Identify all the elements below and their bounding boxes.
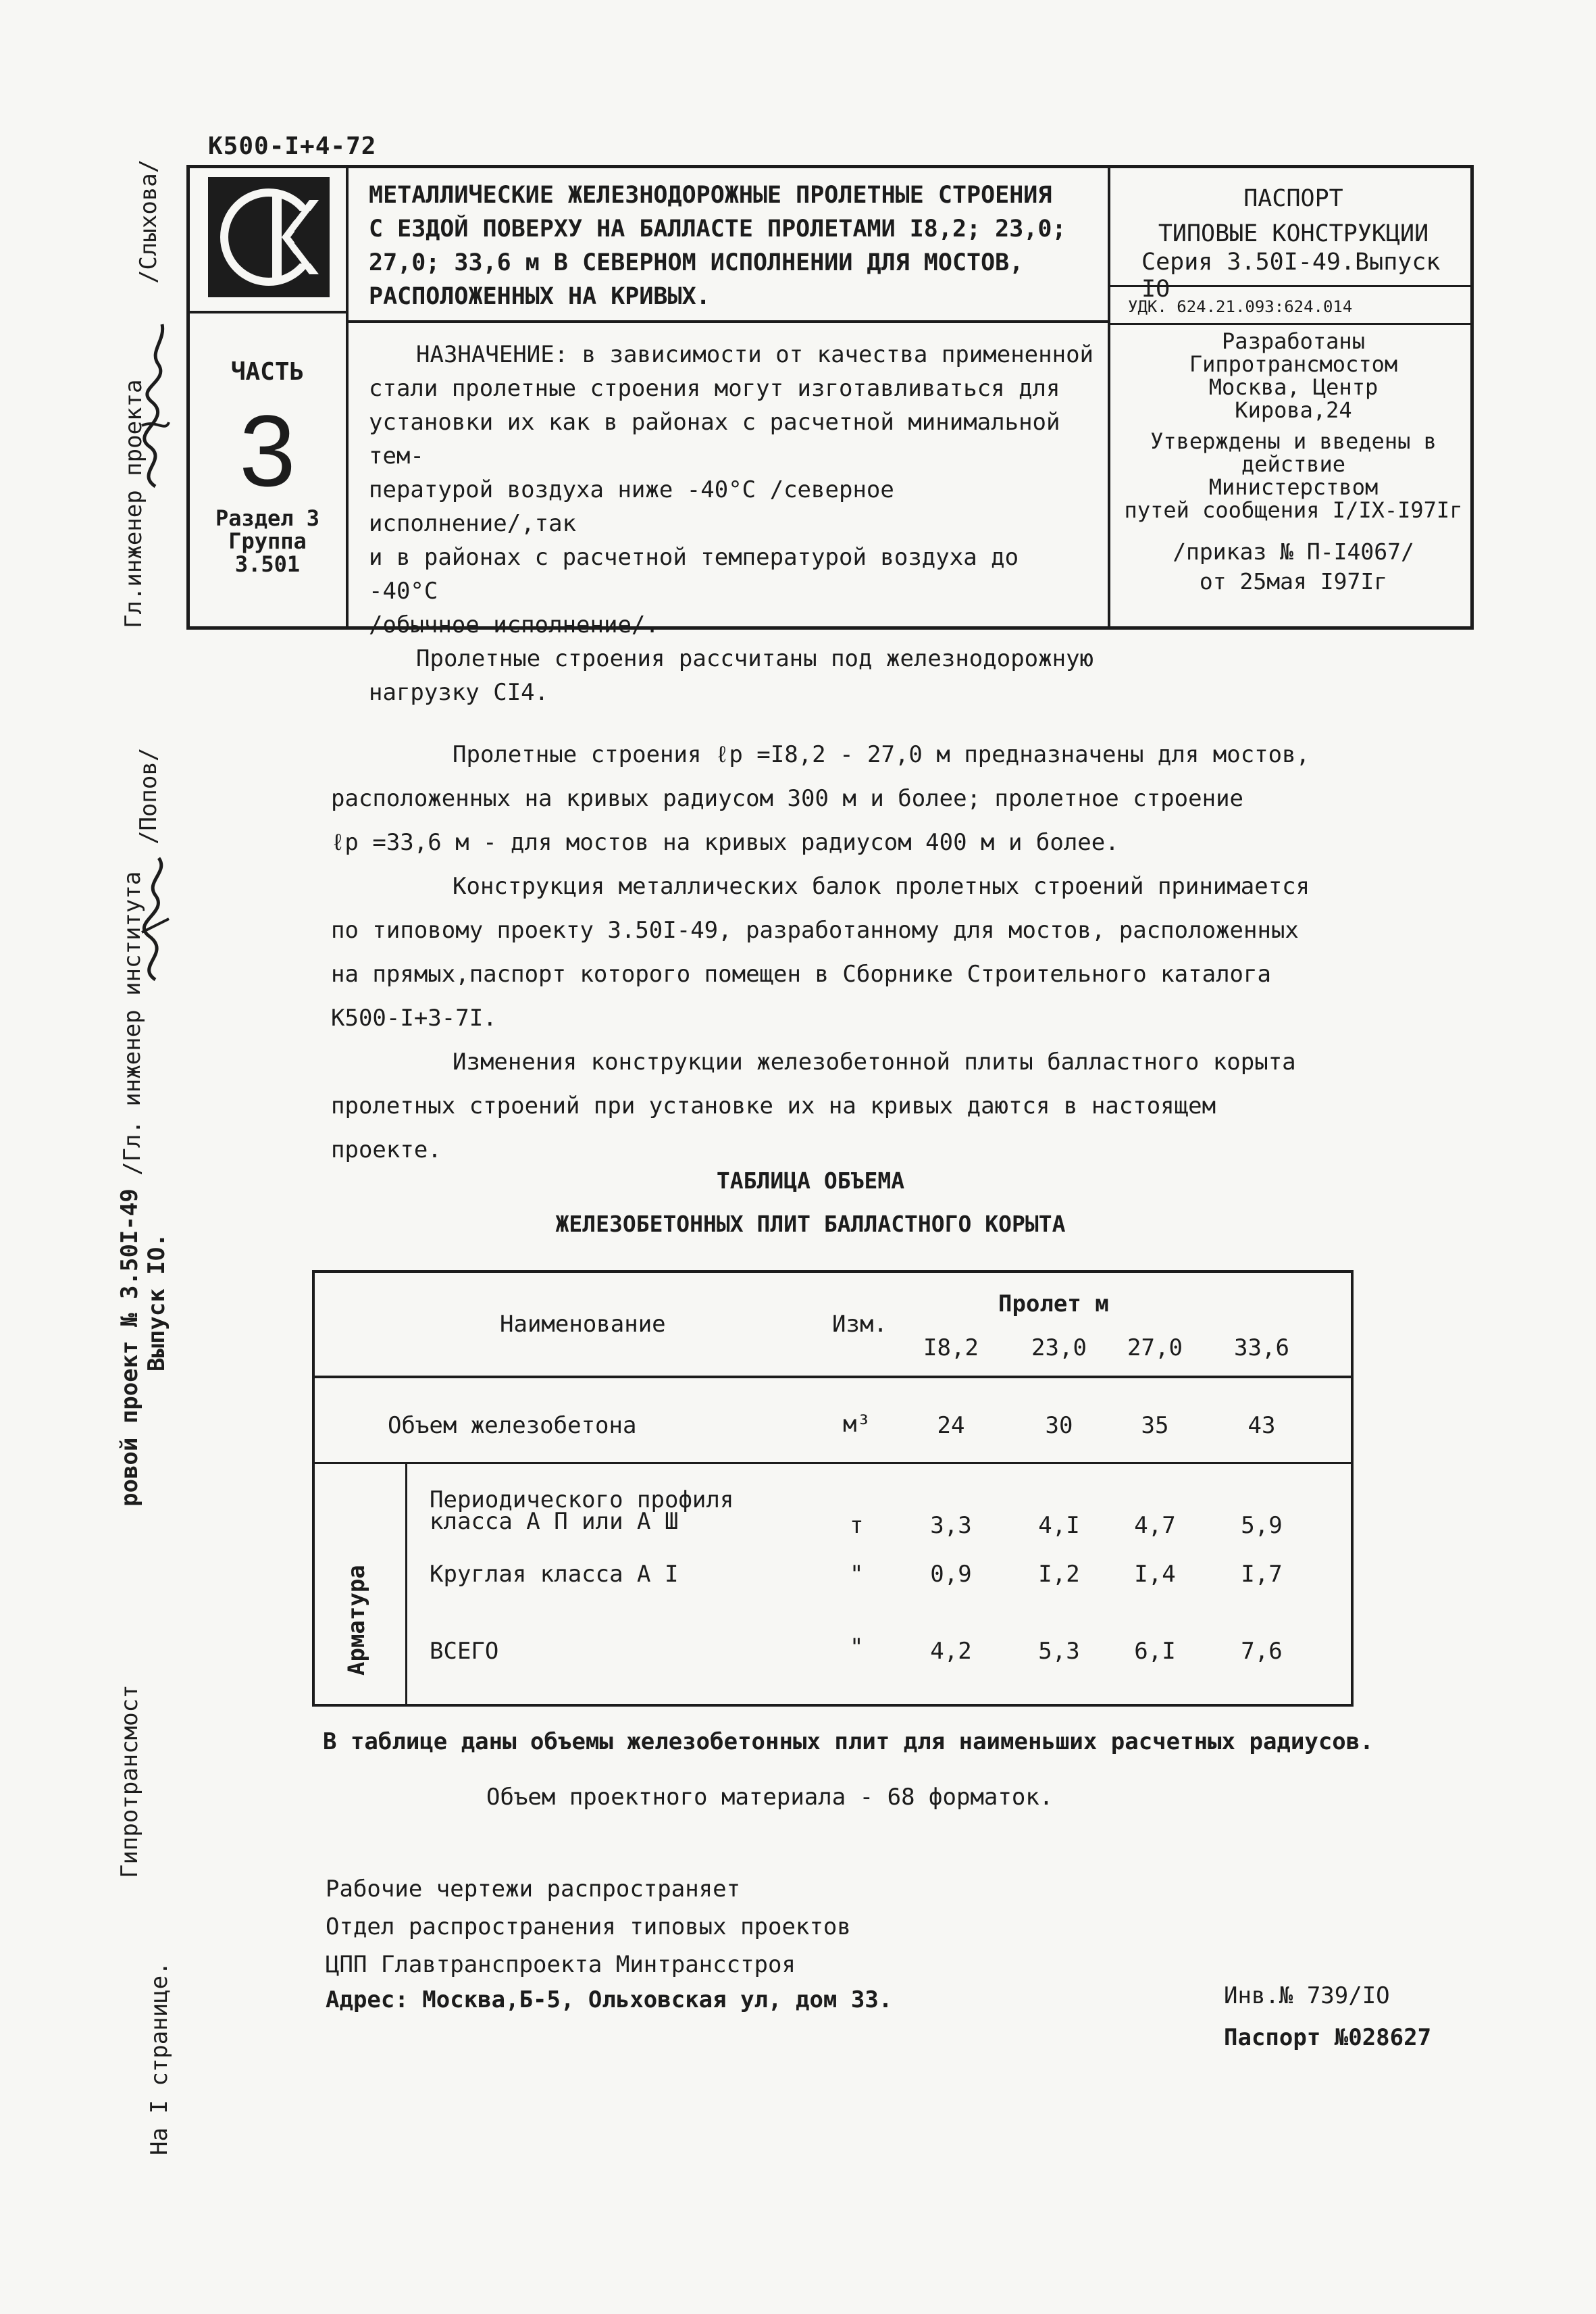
row-unit: "	[850, 1634, 864, 1661]
body-line: Изменения конструкции железобетонной плиты балластного корыта	[453, 1049, 1296, 1076]
margin-org: Гипротрансмост	[116, 1684, 143, 1878]
span-value: 23,0	[1031, 1334, 1087, 1361]
series-label: Серия 3.50I-49.Выпуск IO	[1141, 249, 1441, 303]
body-line: ℓр =33,6 м - для мостов на кривых радиусом 400 м и более.	[331, 829, 1119, 856]
title-line: С ЕЗДОЙ ПОВЕРХУ НА БАЛЛАСТЕ ПРОЛЕТАМИ I8,2; 23,0;	[369, 216, 1066, 243]
row-name-line: класса А П или А Ш	[430, 1508, 679, 1535]
section-label: Раздел 3	[215, 505, 320, 531]
span-value: I8,2	[923, 1334, 979, 1361]
group-label-armatura: Арматура	[343, 1565, 370, 1676]
row-value: I,4	[1134, 1561, 1176, 1588]
passport-heading	[1114, 181, 1472, 251]
load-line: нагрузку СI4.	[369, 679, 549, 706]
row-value: 4,2	[930, 1638, 972, 1665]
title-line: РАСПОЛОЖЕННЫХ НА КРИВЫХ.	[369, 283, 711, 310]
table-concrete-divider	[312, 1462, 1354, 1464]
table-title: ТАБЛИЦА ОБЪЕМА	[716, 1167, 905, 1194]
approval-info	[1114, 430, 1472, 522]
purpose-line: стали пролетные строения могут изготавливаться для	[369, 375, 1060, 402]
group-label: Группа	[228, 528, 307, 554]
purpose-line: и в районах с расчетной температурой воздуха до -40°С	[369, 544, 1019, 605]
distribution-info	[326, 1870, 851, 1984]
purpose-line: установки их как в районах с расчетной минимальной тем-	[369, 409, 1060, 470]
table-header-divider	[312, 1376, 1354, 1378]
row-unit: т	[850, 1512, 864, 1539]
row-value: 4,I	[1038, 1512, 1080, 1539]
span-value: 27,0	[1127, 1334, 1183, 1361]
row-name-line: Периодического профиля	[430, 1486, 734, 1513]
developer-info	[1114, 330, 1472, 422]
concrete-value: 43	[1247, 1412, 1276, 1439]
title-line: 27,0; 33,6 м В СЕВЕРНОМ ИСПОЛНЕНИИ ДЛЯ МОСТОВ,	[369, 249, 1024, 276]
approval-line: путей сообщения I/IX-I97Iг	[1124, 497, 1463, 523]
row-value: I,7	[1241, 1561, 1283, 1588]
col-header-unit: Изм.	[832, 1311, 887, 1338]
row-value: 5,9	[1241, 1512, 1283, 1539]
table-subtitle: ЖЕЛЕЗОБЕТОННЫХ ПЛИТ БАЛЛАСТНОГО КОРЫТА	[555, 1211, 1066, 1237]
approval-line: действие	[1241, 451, 1346, 477]
concrete-value: 24	[937, 1412, 965, 1439]
margin-name-popov: /Попов/	[135, 747, 162, 845]
purpose-text	[369, 338, 1095, 709]
approval-line: Утверждены и введены в	[1150, 428, 1437, 454]
col-header-span: Пролет м	[998, 1290, 1109, 1317]
body-line: по типовому проекту 3.50I-49, разработанному для мостов, расположенных	[331, 917, 1299, 944]
header-title-divider	[346, 320, 1109, 323]
passport-label: ПАСПОРТ	[1243, 185, 1343, 212]
body-line: расположенных на кривых радиусом 300 м и более; пролетное строение	[331, 785, 1244, 812]
distribution-line: Отдел распространения типовых проектов	[326, 1913, 851, 1940]
group-code: 3.501	[234, 551, 301, 577]
table-group-divider	[405, 1463, 407, 1705]
row-value: 4,7	[1134, 1512, 1176, 1539]
inventory-number: Инв.№ 739/IO	[1224, 1982, 1390, 2009]
row-value: 5,3	[1038, 1638, 1080, 1665]
document-title	[369, 178, 1098, 313]
row-value: 6,I	[1134, 1638, 1176, 1665]
developer-line: Разработаны	[1222, 328, 1365, 354]
margin-name-slykhova: /Слыхова/	[135, 159, 162, 284]
body-line: на прямых,паспорт которого помещен в Сборнике Строительного каталога К500-I+3-7I.	[331, 961, 1271, 1032]
passport-type: ТИПОВЫЕ КОНСТРУКЦИИ	[1158, 220, 1429, 247]
header-logo-divider	[186, 311, 347, 313]
margin-page-note: На I странице.	[146, 1961, 173, 2155]
margin-label: Гл.инженер проекта	[120, 379, 147, 628]
signature-popov-icon	[128, 851, 182, 986]
part-number: 3	[239, 394, 296, 507]
purpose-line: пературой воздуха ниже -40°С /северное исполнение/,так	[369, 476, 894, 537]
margin-chief-engineer-institute: /Гл. инженер института	[119, 871, 146, 1176]
row-value: I,2	[1038, 1561, 1080, 1588]
body-line: Конструкция металлических балок пролетных строений принимается	[453, 873, 1310, 900]
row-value: 0,9	[930, 1561, 972, 1588]
udk-code: УДК. 624.21.093:624.014	[1128, 297, 1353, 316]
part-section	[188, 507, 347, 576]
distribution-line: Рабочие чертежи распространяет	[326, 1876, 741, 1903]
row-rebar-periodic-name	[430, 1486, 734, 1535]
purpose-line: /обычное исполнение/.	[369, 611, 659, 638]
concrete-value: 35	[1141, 1412, 1169, 1439]
part-label: ЧАСТЬ	[230, 358, 305, 386]
order-line: /приказ № П-I4067/	[1173, 538, 1414, 565]
ck-logo-icon	[208, 177, 330, 297]
header-udk-divider	[1108, 323, 1474, 325]
purpose-line: НАЗНАЧЕНИЕ: в зависимости от качества примененной	[416, 341, 1094, 368]
signature-slykhova-icon	[128, 318, 182, 493]
col-header-name: Наименование	[500, 1311, 666, 1338]
header-divider-right	[1108, 165, 1110, 630]
body-line: пролетных строений при установке их на кривых даются в настоящем проекте.	[331, 1092, 1216, 1163]
approval-line: Министерством	[1208, 474, 1379, 500]
passport-number: Паспорт №028627	[1224, 2024, 1432, 2051]
material-volume-note: Объем проектного материала - 68 форматок.	[486, 1784, 1054, 1811]
developer-line: Москва, Центр	[1208, 374, 1379, 400]
developer-line: Гипротрансмостом	[1189, 351, 1398, 377]
row-total-name: ВСЕГО	[430, 1638, 499, 1665]
margin-issue-ref: Выпуск IO.	[143, 1233, 170, 1372]
concrete-value: 30	[1045, 1412, 1073, 1439]
row-value: 3,3	[930, 1512, 972, 1539]
row-value: 7,6	[1241, 1638, 1283, 1665]
body-text	[331, 733, 1331, 1172]
row-concrete-unit: м³	[843, 1411, 871, 1438]
title-line: МЕТАЛЛИЧЕСКИЕ ЖЕЛЕЗНОДОРОЖНЫЕ ПРОЛЕТНЫЕ СТРОЕНИЯ	[369, 182, 1052, 209]
address: Адрес: Москва,Б-5, Ольховская ул, дом 33.	[326, 1986, 893, 2013]
span-value: 33,6	[1234, 1334, 1289, 1361]
row-unit: "	[850, 1561, 864, 1588]
developer-line: Кирова,24	[1235, 397, 1352, 423]
distribution-line: ЦПП Главтранспроекта Минтрансстроя	[326, 1951, 796, 1978]
document-code: К500-I+4-72	[208, 132, 377, 160]
table-note: В таблице даны объемы железобетонных плит для наименьших расчетных радиусов.	[323, 1728, 1374, 1755]
order-info	[1114, 537, 1472, 597]
body-line: Пролетные строения ℓр =I8,2 - 27,0 м предназначены для мостов,	[453, 741, 1310, 768]
order-line: от 25мая I97Iг	[1199, 568, 1388, 595]
row-rebar-round-name: Круглая класса А I	[430, 1561, 679, 1588]
row-concrete-name: Объем железобетона	[388, 1412, 637, 1439]
margin-project-ref: ровой проект № 3.50I-49	[116, 1188, 143, 1507]
load-line: Пролетные строения рассчитаны под железнодорожную	[416, 645, 1094, 672]
